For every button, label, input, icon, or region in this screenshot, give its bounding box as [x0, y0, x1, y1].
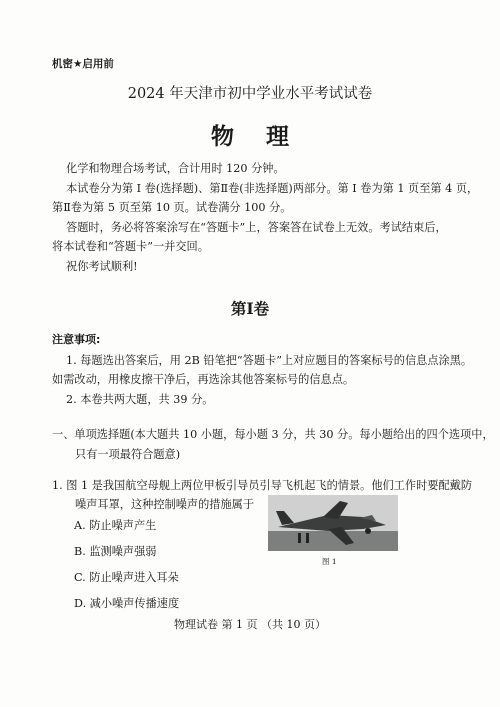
question-stem: 1. 图 1 是我国航空母舰上两位甲板引导员引导飞机起飞的情景。他们工作时要配戴防 — [52, 479, 473, 492]
section-title: 第Ⅰ卷 — [230, 299, 270, 318]
intro-line: 第Ⅱ卷为第 5 页至第 10 页。试卷满分 100 分。 — [52, 201, 292, 214]
intro-line: 祝你考试顺利! — [66, 260, 138, 273]
exam-title: 2024 年天津市初中学业水平考试试卷 — [127, 86, 373, 102]
option-a: A. 防止噪声产生 — [74, 519, 157, 532]
page-footer: 物理试卷 第 1 页 （共 10 页） — [174, 618, 326, 631]
part-heading-line: 只有一项最符合题意) — [75, 448, 181, 461]
note-line: 1. 每题选出答案后，用 2B 铅笔把“答题卡”上对应题目的答案标号的信息点涂黑。 — [66, 354, 473, 367]
secret-label: 机密★启用前 — [52, 58, 114, 70]
figure-caption: 图 1 — [322, 557, 337, 566]
intro-line: 本试卷分为第 Ⅰ 卷(选择题)、第Ⅱ卷(非选择题)两部分。第 Ⅰ 卷为第 1 页至第 4 页， — [66, 182, 479, 195]
option-d: D. 减小噪声传播速度 — [74, 597, 180, 610]
intro-line: 将本试卷和“答题卡”一并交回。 — [52, 240, 209, 253]
figure-1-photo — [268, 495, 398, 551]
note-line: 2. 本卷共两大题，共 39 分。 — [66, 393, 214, 406]
option-b: B. 监测噪声强弱 — [74, 545, 157, 558]
question-stem: 噪声耳罩，这种控制噪声的措施属于 — [75, 498, 255, 511]
part-heading-line: 一、单项选择题(本大题共 10 小题，每小题 3 分，共 30 分。每小题给出的四个选项中， — [52, 428, 494, 441]
intro-line: 化学和物理合场考试，合计用时 120 分钟。 — [66, 162, 285, 175]
note-line: 如需改动，用橡皮擦干净后，再选涂其他答案标号的信息点。 — [52, 373, 355, 386]
intro-line: 答题时，务必将答案涂写在“答题卡”上，答案答在试卷上无效。考试结束后， — [66, 221, 447, 234]
subject-title: 物 理 — [210, 123, 301, 150]
option-c: C. 防止噪声进入耳朵 — [74, 571, 179, 584]
notes-heading: 注意事项: — [52, 333, 101, 346]
fighter-jet-illustration — [268, 495, 398, 551]
